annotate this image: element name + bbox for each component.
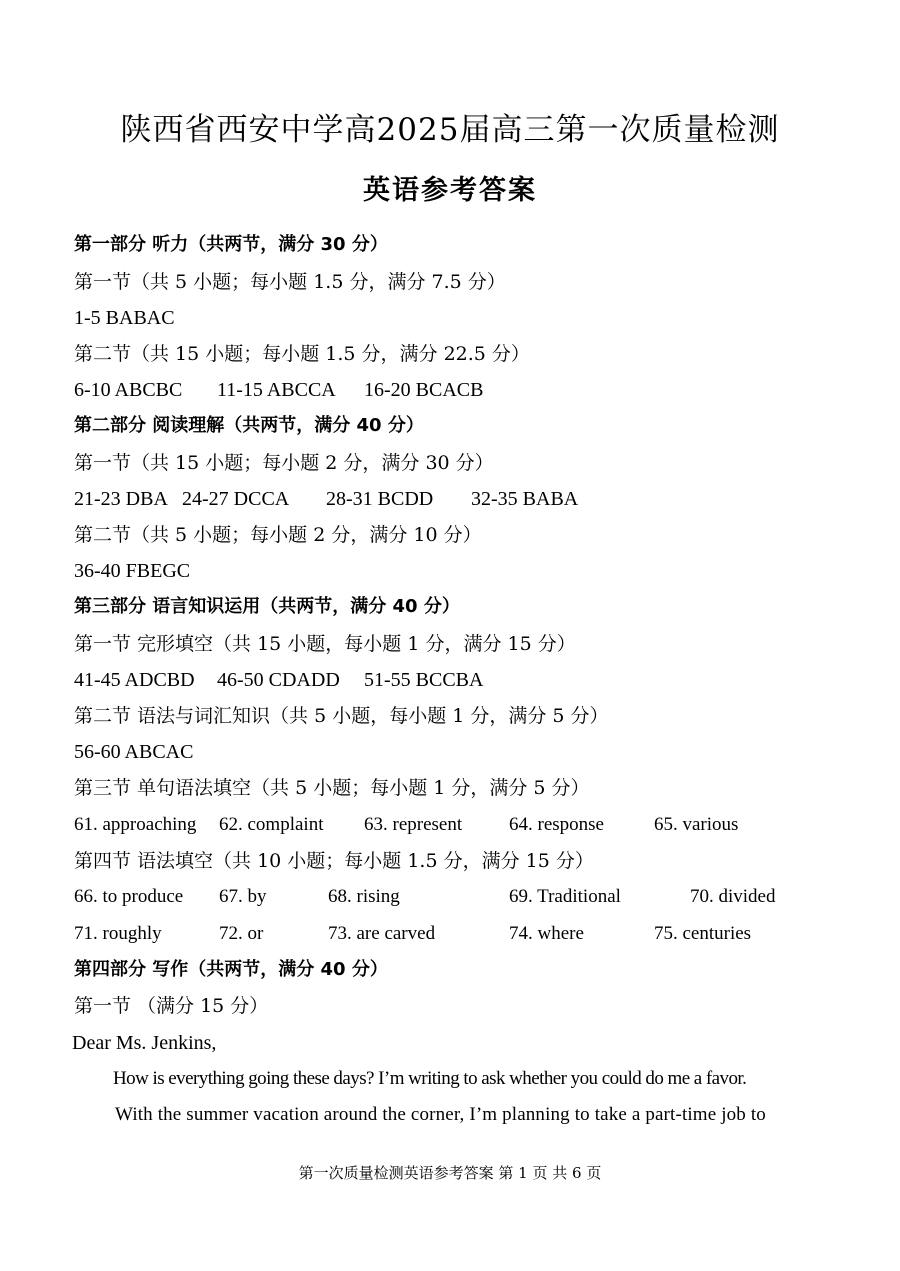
- answer-item: 69. Traditional: [509, 886, 621, 907]
- answer-item: 67. by: [219, 886, 267, 907]
- answer-item: 73. are carved: [328, 923, 436, 944]
- part3-section1: 第一节 完形填空（共 15 小题，每小题 1 分，满分 15 分）: [74, 633, 576, 655]
- answer-item: 74. where: [509, 923, 584, 944]
- answer-item: 65. various: [654, 814, 739, 835]
- letter-paragraph: With the summer vacation around the corner, I’m planning to take a part-time job to: [115, 1104, 766, 1125]
- answer-group: 28-31 BCDD: [326, 488, 434, 510]
- letter-paragraph: How is everything going these days? I’m writing to ask whether you could do me a favor.: [113, 1068, 747, 1089]
- answer-item: 71. roughly: [74, 923, 162, 944]
- page-subtitle: 英语参考答案: [363, 175, 537, 206]
- page-footer: 第一次质量检测英语参考答案 第 1 页 共 6 页: [298, 1164, 602, 1182]
- answer-item: 62. complaint: [219, 814, 324, 835]
- part4-section1: 第一节 （满分 15 分）: [74, 995, 269, 1017]
- part1-section1: 第一节（共 5 小题；每小题 1.5 分，满分 7.5 分）: [74, 271, 506, 293]
- answer-group: 46-50 CDADD: [217, 669, 340, 691]
- answer-item: 75. centuries: [654, 923, 752, 944]
- part2-heading: 第二部分 阅读理解（共两节，满分 40 分）: [74, 415, 424, 436]
- answer-group: 11-15 ABCCA: [217, 379, 336, 401]
- answer-item: 61. approaching: [74, 814, 197, 835]
- part2-answers2: 36-40 FBEGC: [74, 560, 191, 582]
- part4-heading: 第四部分 写作（共两节，满分 40 分）: [74, 959, 388, 980]
- part3-section4: 第四节 语法填空（共 10 小题；每小题 1.5 分，满分 15 分）: [74, 850, 594, 872]
- part3-answers2: 56-60 ABCAC: [74, 741, 194, 763]
- answer-item: 70. divided: [690, 886, 776, 907]
- answer-group: 41-45 ADCBD: [74, 669, 195, 691]
- answer-item: 66. to produce: [74, 886, 184, 907]
- part1-section2: 第二节（共 15 小题；每小题 1.5 分，满分 22.5 分）: [74, 343, 530, 365]
- letter-greeting: Dear Ms. Jenkins,: [72, 1032, 217, 1054]
- answer-item: 72. or: [219, 923, 264, 944]
- answer-group: 21-23 DBA: [74, 488, 168, 510]
- answer-group: 32-35 BABA: [471, 488, 579, 510]
- answer-group: 16-20 BCACB: [364, 379, 484, 401]
- part2-section2: 第二节（共 5 小题；每小题 2 分，满分 10 分）: [74, 524, 482, 546]
- page-title: 陕西省西安中学高2025届高三第一次质量检测: [120, 112, 780, 148]
- answer-item: 63. represent: [364, 814, 463, 835]
- part3-section3: 第三节 单句语法填空（共 5 小题；每小题 1 分，满分 5 分）: [74, 777, 590, 799]
- answer-item: 68. rising: [328, 886, 400, 907]
- answer-group: 24-27 DCCA: [182, 488, 290, 510]
- part1-heading: 第一部分 听力（共两节，满分 30 分）: [74, 234, 388, 255]
- part3-section2: 第二节 语法与词汇知识（共 5 小题，每小题 1 分，满分 5 分）: [74, 705, 609, 727]
- answer-group: 6-10 ABCBC: [74, 379, 183, 401]
- part2-section1: 第一节（共 15 小题；每小题 2 分，满分 30 分）: [74, 452, 494, 474]
- answer-item: 64. response: [509, 814, 604, 835]
- part1-answers1: 1-5 BABAC: [74, 307, 175, 329]
- answer-group: 51-55 BCCBA: [364, 669, 484, 691]
- part3-heading: 第三部分 语言知识运用（共两节，满分 40 分）: [74, 596, 460, 617]
